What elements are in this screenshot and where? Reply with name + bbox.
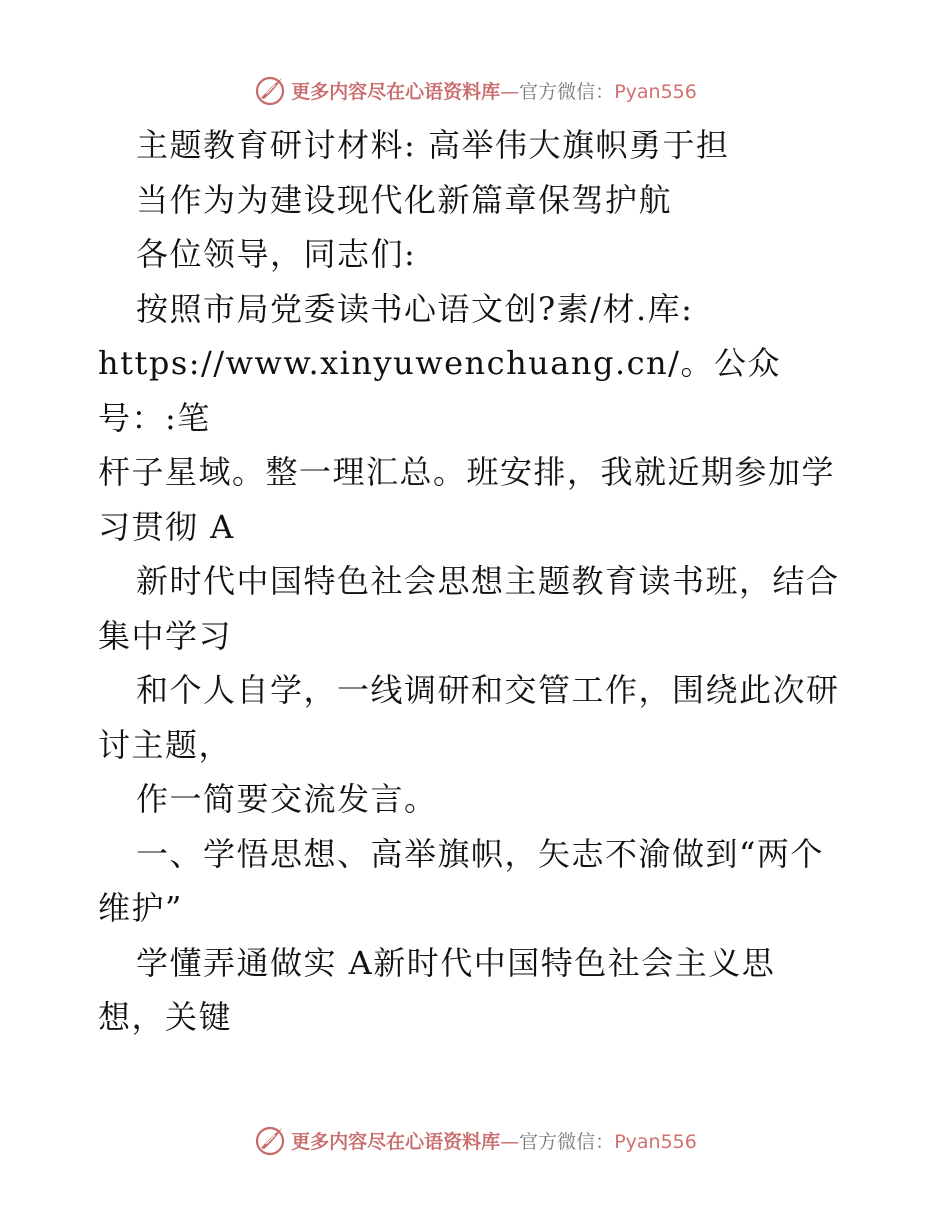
text-line: 按照市局党委读书心语文创?素/材.库: (136, 289, 694, 328)
text-line: 集中学习 (98, 616, 233, 655)
quill-seal-icon (253, 73, 287, 107)
text-line: 作一简要交流发言。 (136, 780, 438, 818)
watermark-text (291, 1127, 697, 1154)
text-line: 当作为为建设现代化新篇章保驾护航 (136, 180, 673, 219)
watermark-text (291, 77, 697, 104)
watermark-dash: — (500, 1130, 520, 1153)
text-line: 新时代中国特色社会思想主题教育读书班，结合 (136, 562, 840, 600)
text-line: 主题教育研讨材料: 高举伟大旗帜勇于担 (136, 126, 730, 164)
watermark-official: 官方微信： (519, 1130, 615, 1153)
text-line: 习贯彻 A (98, 507, 235, 546)
text-line: 想，关键 (98, 998, 233, 1036)
watermark-handle: Pyan556 (614, 80, 697, 103)
watermark-dash: — (500, 80, 520, 103)
text-line: 杆子星域。整一理汇总。班安排，我就近期参加学 (98, 453, 836, 491)
text-line: https://www.xinyuwenchuang.cn/。公众号：:笔 (98, 344, 781, 437)
text-line: 讨主题， (98, 725, 233, 764)
text-line: 学懂弄通做实 A新时代中国特色社会主义思 (136, 943, 776, 982)
document-body (98, 118, 858, 1045)
watermark-handle: Pyan556 (614, 1130, 697, 1153)
watermark-official: 官方微信： (519, 80, 615, 103)
watermark-brand: 更多内容尽在心语资料库 (291, 1130, 501, 1153)
text-line: 一、学悟思想、高举旗帜，矢志不渝做到“两个 (136, 834, 824, 873)
text-line: 和个人自学，一线调研和交管工作，围绕此次研 (136, 671, 840, 709)
text-line: 维护” (98, 889, 183, 927)
watermark-brand: 更多内容尽在心语资料库 (291, 80, 501, 103)
header-watermark (0, 70, 950, 110)
text-line: 各位领导，同志们: (136, 235, 417, 273)
quill-seal-icon (253, 1123, 287, 1157)
footer-watermark (0, 1120, 950, 1160)
